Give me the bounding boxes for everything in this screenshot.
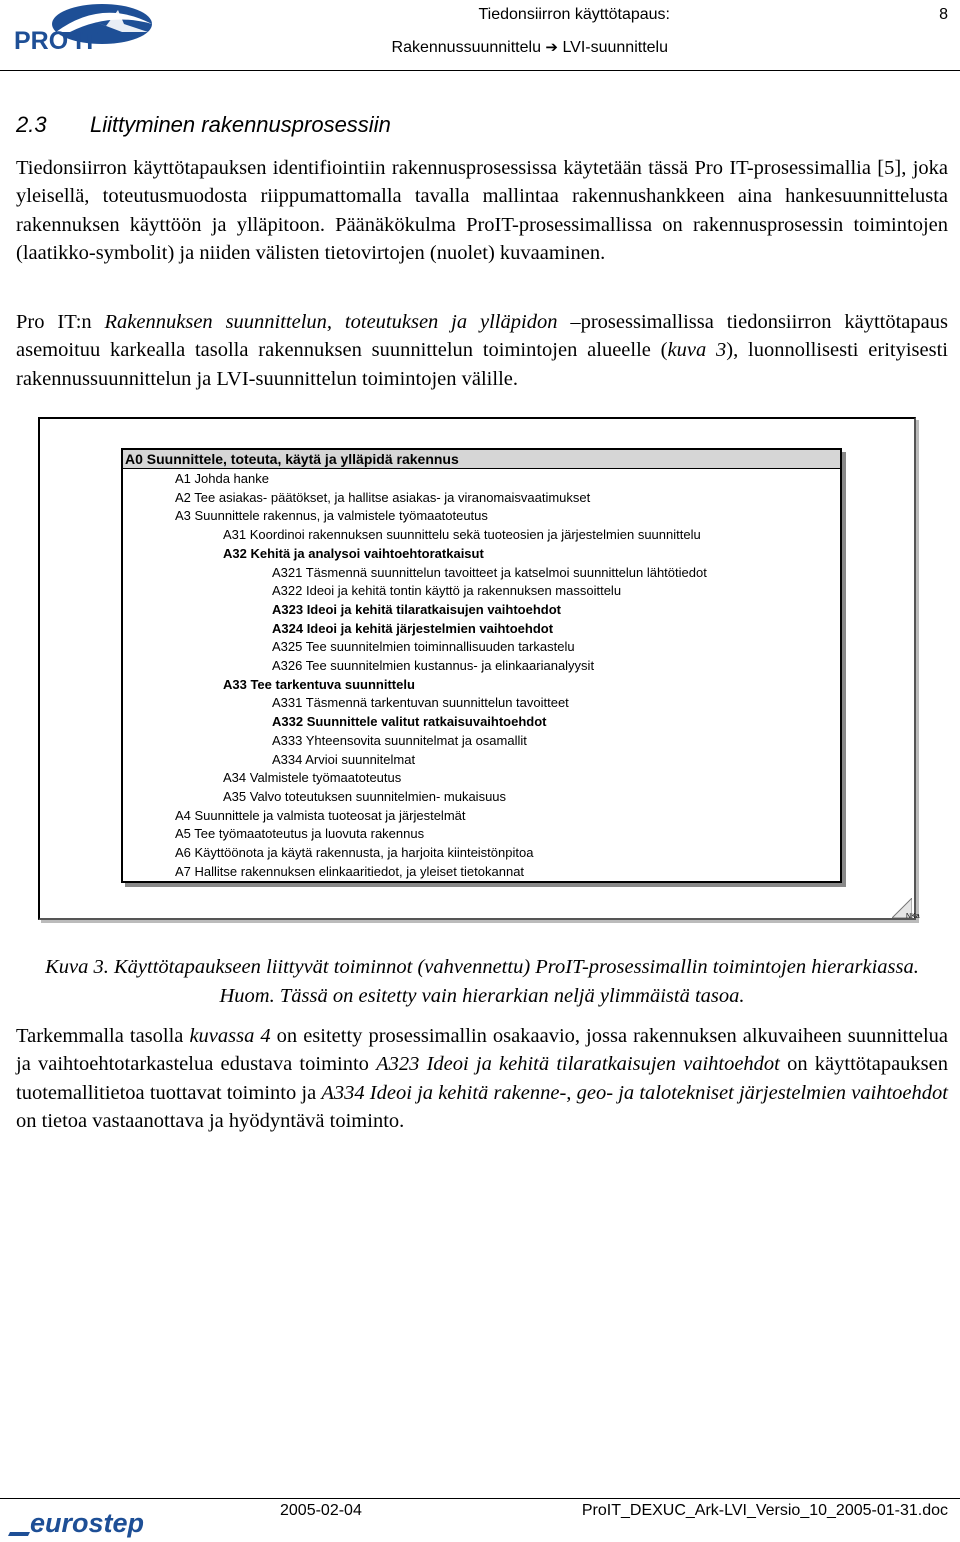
hierarchy-item: A334 Arvioi suunnitelmat <box>272 751 416 767</box>
page-number: 8 <box>939 6 948 23</box>
hierarchy-item: A31 Koordinoi rakennuksen suunnittelu sekä tuoteosien ja järjestelmien suunnittelu <box>223 527 701 543</box>
figure-corner-label: NKa <box>906 913 920 920</box>
hierarchy-item: A32 Kehitä ja analysoi vaihtoehtoratkaisut <box>223 545 484 561</box>
hierarchy-item: A326 Tee suunnitelmien kustannus- ja elinkaarianalyysit <box>272 658 595 673</box>
document-title: Tiedonsiirron käyttötapaus: <box>478 6 670 23</box>
hierarchy-item: A4 Suunnittele ja valmista tuoteosat ja järjestelmät <box>175 807 466 823</box>
section-heading <box>16 112 391 138</box>
footer-filename: ProIT_DEXUC_Ark-LVI_Versio_10_2005-01-31.doc <box>581 1502 948 1519</box>
subtitle-to: LVI-suunnittelu <box>562 39 668 56</box>
hierarchy-item: A331 Täsmennä tarkentuvan suunnittelun tavoitteet <box>272 695 569 711</box>
hierarchy-item: A35 Valvo toteutuksen suunnitelmien- mukaisuus <box>223 788 507 804</box>
paragraph-1: Tiedonsiirron käyttötapauksen identifiointiin rakennusprosessissa käytetään tässä Pro IT-prosessimallia [5], joka yleisellä, toteutusmuodosta riippumattomalla tavalla mallintaa rakennushankkeen aina hankesuunnittelusta rakennuksen käyttöön ja ylläpitoon. Päänäkökulma ProIT-prosessimallissa on rakennusprosessin toimintojen (laatikko-symbolit) ja niiden välisten tietovirtojen (nuolet) kuvaaminen. <box>16 157 948 264</box>
paragraph-3: Tarkemmalla tasolla kuvassa 4 on esitetty prosessimallin osakaavio, jossa rakennuksen alkuvaiheen suunnittelua ja vaihtoehtotarkastelua edustava toiminto A323 Ideoi ja kehitä tilaratkaisujen vaihtoehdot on käyttötapauksen tuotemallitietoa tuottavat toiminto ja A334 Ideoi ja kehitä rakenne-, geo- ja talotekniset järjestelmien vaihtoehdot on tietoa vastaanottava ja hyödyntävä toiminto. <box>16 1025 949 1132</box>
svg-text:PRO IT: PRO IT <box>14 27 98 55</box>
activity-hierarchy-box <box>121 448 842 883</box>
page-header <box>0 0 960 74</box>
pro-it-logo <box>10 2 160 58</box>
section-title: Liittyminen rakennusprosessiin <box>90 112 391 137</box>
svg-text:eurostep: eurostep <box>30 1508 145 1538</box>
hierarchy-item: A333 Yhteensovita suunnitelmat ja osamallit <box>272 732 527 748</box>
header-divider <box>0 70 960 71</box>
hierarchy-root: A0 Suunnittele, toteuta, käytä ja ylläpidä rakennus <box>123 450 840 469</box>
arrow-right-icon: ➔ <box>545 38 558 56</box>
hierarchy-item: A33 Tee tarkentuva suunnittelu <box>223 676 415 692</box>
footer-divider <box>0 1498 960 1499</box>
hierarchy-item: A1 Johda hanke <box>175 471 269 486</box>
section-number: 2.3 <box>16 112 47 137</box>
hierarchy-item: A324 Ideoi ja kehitä järjestelmien vaihtoehdot <box>272 620 554 636</box>
hierarchy-item: A323 Ideoi ja kehitä tilaratkaisujen vaihtoehdot <box>272 601 561 617</box>
hierarchy-item: A5 Tee työmaatoteutus ja luovuta rakennus <box>175 826 425 842</box>
paragraph-2: Pro IT:n Rakennuksen suunnittelun, toteutuksen ja ylläpidon –prosessimallissa tiedonsiirron käyttötapaus asemoituu karkealla tasolla rakennuksen suunnittelun toimintojen alueelle (kuva 3), luonnollisesti erityisesti rakennussuunnittelun ja LVI-suunnittelun toimintojen välille. <box>16 311 948 390</box>
hierarchy-item: A3 Suunnittele rakennus, ja valmistele työmaatoteutus <box>175 508 488 524</box>
hierarchy-item: A322 Ideoi ja kehitä tontin käyttö ja rakennuksen massoittelu <box>272 583 622 599</box>
subtitle-from: Rakennussuunnittelu <box>391 39 541 56</box>
hierarchy-item: A325 Tee suunnitelmien toiminnallisuuden tarkastelu <box>272 639 575 655</box>
figure-caption: Kuva 3. Käyttötapaukseen liittyvät toiminnot (vahvennettu) ProIT-prosessimallin toimintojen hierarkiassa. Huom. Tässä on esitetty vain hierarkian neljä ylimmäistä tasoa. <box>45 956 919 1007</box>
eurostep-logo <box>8 1502 166 1540</box>
hierarchy-item: A321 Täsmennä suunnittelun tavoitteet ja katselmoi suunnittelun lähtötiedot <box>272 564 707 580</box>
hierarchy-item: A6 Käyttöönota ja käytä rakennusta, ja harjoita kiinteistönpitoa <box>175 845 534 860</box>
hierarchy-item: A7 Hallitse rakennuksen elinkaaritiedot, ja yleiset tietokannat <box>175 863 525 879</box>
hierarchy-item: A332 Suunnittele valitut ratkaisuvaihtoehdot <box>272 714 547 730</box>
footer-date: 2005-02-04 <box>280 1502 362 1519</box>
document-subtitle <box>392 38 668 57</box>
hierarchy-item: A2 Tee asiakas- päätökset, ja hallitse asiakas- ja viranomaisvaatimukset <box>175 489 591 505</box>
hierarchy-item: A34 Valmistele työmaatoteutus <box>223 770 402 786</box>
